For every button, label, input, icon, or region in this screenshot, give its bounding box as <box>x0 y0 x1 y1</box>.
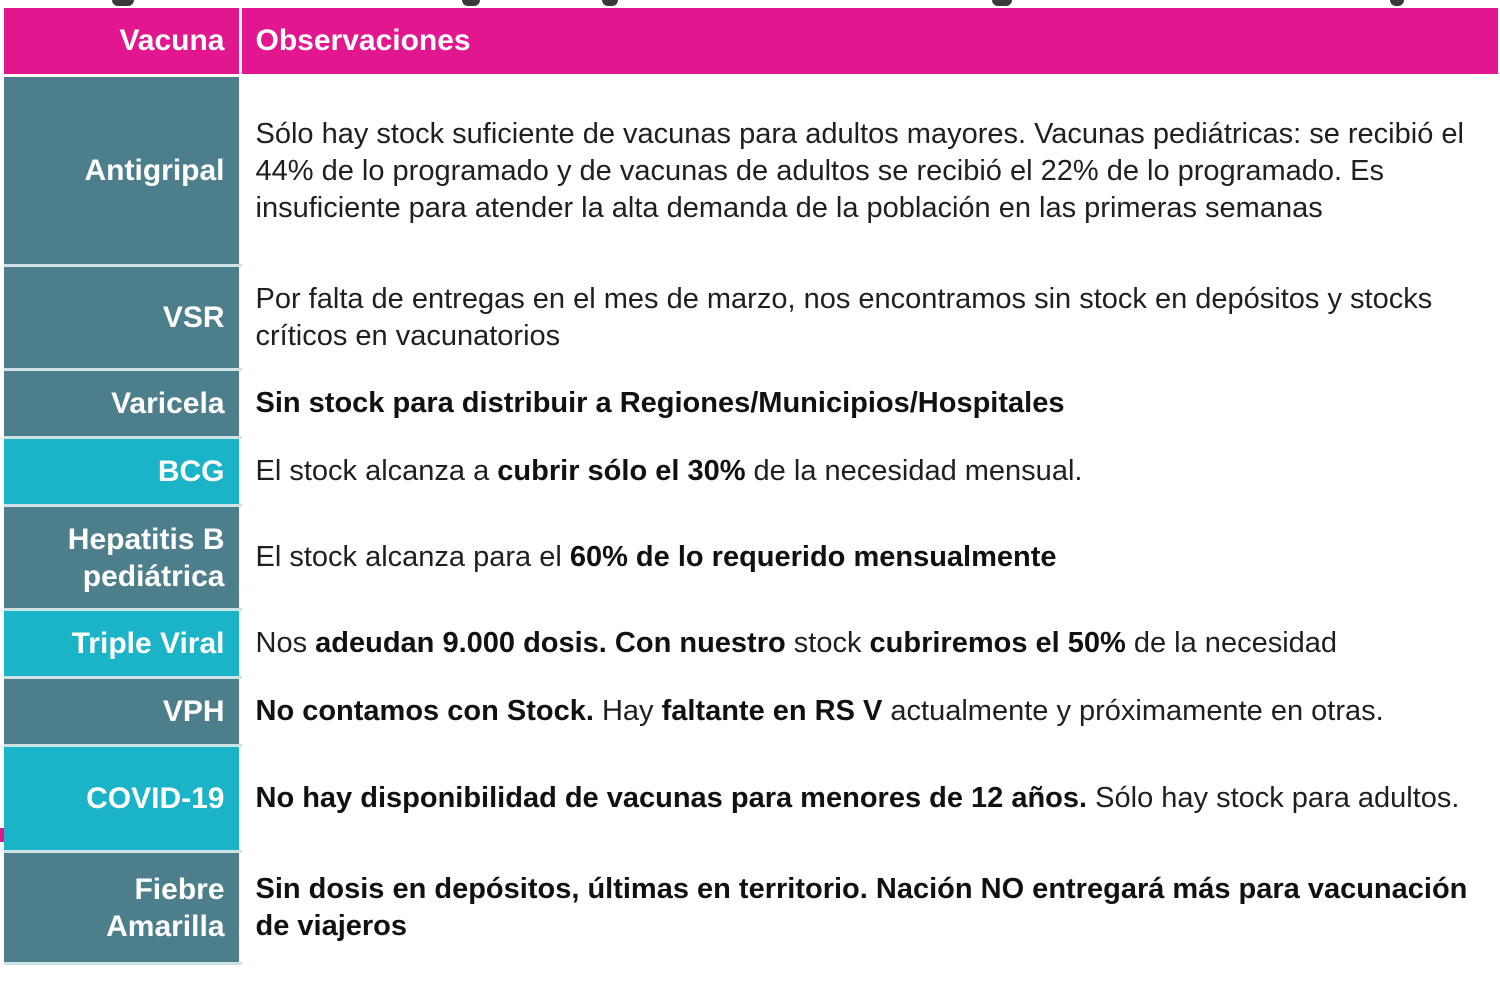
cropped-mark <box>112 0 134 6</box>
table-row <box>4 746 1498 852</box>
vaccine-name: Varicela <box>4 370 240 438</box>
vaccine-name: VSR <box>4 266 240 370</box>
table-row <box>4 266 1498 370</box>
observation-text <box>240 370 1498 438</box>
observation-text <box>240 852 1498 964</box>
observation-text <box>240 746 1498 852</box>
observation-segment: No hay disponibilidad de vacunas para menores de 12 años. <box>255 782 1088 814</box>
vaccine-name: Triple Viral <box>4 610 240 678</box>
observation-segment: stock <box>785 627 870 659</box>
observation-segment: de la necesidad <box>1125 627 1338 659</box>
cropped-mark <box>462 0 480 6</box>
observation-text <box>240 76 1498 266</box>
observation-segment: 60% de lo requerido mensualmente <box>569 541 1057 573</box>
table-row <box>4 370 1498 438</box>
observation-text <box>240 506 1498 610</box>
table-row <box>4 76 1498 266</box>
table-row <box>4 678 1498 746</box>
table-row <box>4 852 1498 964</box>
observation-segment: adeudan 9.000 dosis. Con nuestro <box>315 627 786 659</box>
observation-segment: Hay <box>593 695 662 727</box>
observation-segment: El stock alcanza a <box>255 455 498 487</box>
observation-text <box>240 438 1498 506</box>
observation-segment: actualmente y próximamente en otras. <box>882 695 1384 727</box>
observation-segment: Nos <box>255 627 316 659</box>
observation-segment: Sin stock para distribuir a Regiones/Municipios/Hospitales <box>255 387 1065 419</box>
observation-segment: cubriremos el 50% <box>869 627 1126 659</box>
vaccine-stock-table <box>4 8 1498 965</box>
observation-segment: Sólo hay stock para adultos. <box>1087 782 1460 814</box>
vaccine-name: VPH <box>4 678 240 746</box>
observation-text <box>240 678 1498 746</box>
vaccine-name: Hepatitis B pediátrica <box>4 506 240 610</box>
observation-segment: Sin dosis en depósitos, últimas en territorio. Nación NO entregará más para vacunación de viajeros <box>255 872 1468 942</box>
header-observaciones: Observaciones <box>240 8 1498 76</box>
observation-segment: No contamos con Stock. <box>255 695 594 727</box>
vaccine-name: Fiebre Amarilla <box>4 852 240 964</box>
header-vacuna: Vacuna <box>4 8 240 76</box>
observation-text <box>240 610 1498 678</box>
table-header-row <box>4 8 1498 76</box>
cropped-mark <box>1390 0 1404 6</box>
table-row <box>4 506 1498 610</box>
table-row <box>4 610 1498 678</box>
observation-segment: faltante en RS V <box>661 695 883 727</box>
observation-segment: Sólo hay stock suficiente de vacunas para adultos mayores. Vacunas pediátricas: se recibió el 44% de lo programado y de vacunas de adultos se recibió el 22% de lo programado. Es insuficiente para atender la alta demanda de la población en las primeras semanas <box>255 117 1464 224</box>
vaccine-name: Antigripal <box>4 76 240 266</box>
observation-segment: cubrir sólo el 30% <box>497 455 746 487</box>
observation-segment: de la necesidad mensual. <box>745 455 1083 487</box>
table-row <box>4 438 1498 506</box>
cropped-mark <box>992 0 1012 6</box>
vaccine-name: COVID-19 <box>4 746 240 852</box>
observation-segment: Por falta de entregas en el mes de marzo, nos encontramos sin stock en depósitos y stocks críticos en vacunatorios <box>255 282 1433 352</box>
observation-text <box>240 266 1498 370</box>
top-cropped-strip <box>0 0 1500 6</box>
vaccine-name: BCG <box>4 438 240 506</box>
cropped-mark <box>602 0 618 6</box>
observation-segment: El stock alcanza para el <box>255 541 570 573</box>
